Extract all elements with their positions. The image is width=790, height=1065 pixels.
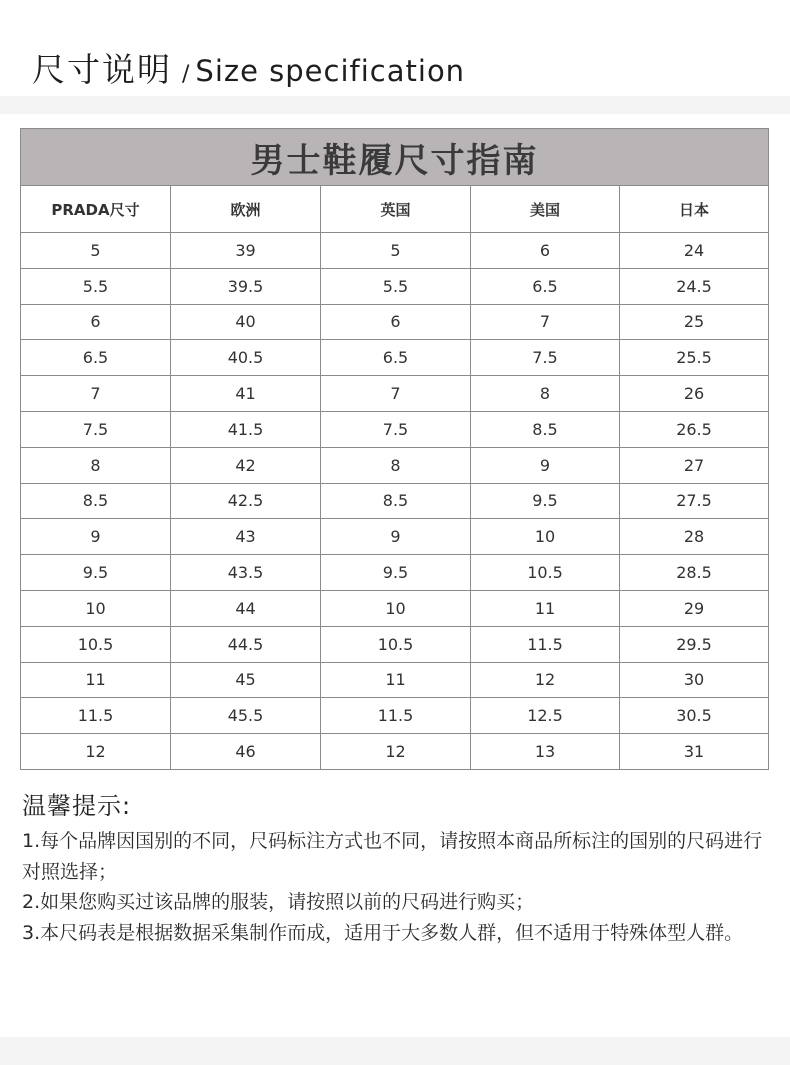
table-row bbox=[21, 483, 769, 519]
size-cell-jp: 27 bbox=[620, 447, 769, 483]
size-cell-prada: 12 bbox=[21, 734, 171, 770]
size-cell-prada: 6 bbox=[21, 304, 171, 340]
size-cell-uk: 10 bbox=[321, 590, 471, 626]
title-separator: / bbox=[182, 62, 190, 87]
footer-band bbox=[0, 1037, 790, 1065]
size-cell-jp: 28 bbox=[620, 519, 769, 555]
size-cell-eu: 45.5 bbox=[171, 698, 321, 734]
page-header bbox=[0, 0, 790, 96]
size-cell-eu: 39 bbox=[171, 233, 321, 269]
size-cell-us: 10.5 bbox=[471, 555, 620, 591]
size-cell-uk: 7 bbox=[321, 376, 471, 412]
table-row bbox=[21, 304, 769, 340]
size-cell-jp: 27.5 bbox=[620, 483, 769, 519]
table-row bbox=[21, 411, 769, 447]
size-cell-eu: 39.5 bbox=[171, 268, 321, 304]
table-row bbox=[21, 590, 769, 626]
table-row bbox=[21, 734, 769, 770]
size-cell-prada: 9 bbox=[21, 519, 171, 555]
size-cell-us: 13 bbox=[471, 734, 620, 770]
title-chinese: 尺寸说明 bbox=[32, 50, 172, 89]
size-cell-jp: 25.5 bbox=[620, 340, 769, 376]
size-cell-us: 7 bbox=[471, 304, 620, 340]
size-cell-eu: 40.5 bbox=[171, 340, 321, 376]
size-cell-jp: 26.5 bbox=[620, 411, 769, 447]
table-body bbox=[21, 233, 769, 770]
header-title bbox=[32, 44, 465, 91]
size-cell-us: 7.5 bbox=[471, 340, 620, 376]
size-cell-prada: 9.5 bbox=[21, 555, 171, 591]
table-row bbox=[21, 626, 769, 662]
size-cell-uk: 6 bbox=[321, 304, 471, 340]
title-english: Size specification bbox=[195, 54, 466, 88]
size-cell-uk: 8.5 bbox=[321, 483, 471, 519]
size-cell-uk: 10.5 bbox=[321, 626, 471, 662]
size-cell-prada: 5 bbox=[21, 233, 171, 269]
tips-title: 温馨提示: bbox=[22, 792, 132, 820]
size-cell-jp: 29 bbox=[620, 590, 769, 626]
size-cell-eu: 41.5 bbox=[171, 411, 321, 447]
size-cell-uk: 9.5 bbox=[321, 555, 471, 591]
size-cell-prada: 5.5 bbox=[21, 268, 171, 304]
table-row bbox=[21, 233, 769, 269]
size-cell-us: 8.5 bbox=[471, 411, 620, 447]
table-row bbox=[21, 519, 769, 555]
size-cell-eu: 44.5 bbox=[171, 626, 321, 662]
size-cell-uk: 6.5 bbox=[321, 340, 471, 376]
size-cell-eu: 46 bbox=[171, 734, 321, 770]
size-cell-prada: 10 bbox=[21, 590, 171, 626]
size-cell-prada: 7 bbox=[21, 376, 171, 412]
size-cell-us: 11.5 bbox=[471, 626, 620, 662]
size-cell-eu: 45 bbox=[171, 662, 321, 698]
size-cell-prada: 11 bbox=[21, 662, 171, 698]
column-header-us: 美国 bbox=[471, 186, 620, 233]
table-row bbox=[21, 555, 769, 591]
size-cell-jp: 30.5 bbox=[620, 698, 769, 734]
size-cell-jp: 31 bbox=[620, 734, 769, 770]
table-banner-row bbox=[21, 129, 769, 186]
table-row bbox=[21, 698, 769, 734]
size-cell-uk: 5 bbox=[321, 233, 471, 269]
table-row bbox=[21, 268, 769, 304]
size-cell-uk: 11.5 bbox=[321, 698, 471, 734]
table-header-row bbox=[21, 186, 769, 233]
size-cell-us: 10 bbox=[471, 519, 620, 555]
size-cell-prada: 8 bbox=[21, 447, 171, 483]
size-cell-us: 6.5 bbox=[471, 268, 620, 304]
header-divider-band bbox=[0, 96, 790, 114]
tips-list bbox=[22, 826, 774, 948]
table-row bbox=[21, 376, 769, 412]
size-cell-prada: 11.5 bbox=[21, 698, 171, 734]
size-cell-jp: 25 bbox=[620, 304, 769, 340]
size-cell-uk: 7.5 bbox=[321, 411, 471, 447]
size-cell-jp: 28.5 bbox=[620, 555, 769, 591]
table-row bbox=[21, 340, 769, 376]
size-cell-us: 12 bbox=[471, 662, 620, 698]
size-cell-jp: 29.5 bbox=[620, 626, 769, 662]
size-cell-eu: 42 bbox=[171, 447, 321, 483]
column-header-uk: 英国 bbox=[321, 186, 471, 233]
size-cell-uk: 8 bbox=[321, 447, 471, 483]
size-cell-prada: 10.5 bbox=[21, 626, 171, 662]
tip-line: 1.每个品牌因国别的不同，尺码标注方式也不同，请按照本商品所标注的国别的尺码进行对照选择； bbox=[22, 830, 763, 883]
size-cell-jp: 24.5 bbox=[620, 268, 769, 304]
tip-line: 2.如果您购买过该品牌的服装，请按照以前的尺码进行购买； bbox=[22, 891, 535, 913]
size-cell-us: 11 bbox=[471, 590, 620, 626]
table-row bbox=[21, 662, 769, 698]
size-chart-table bbox=[20, 128, 769, 770]
size-cell-us: 8 bbox=[471, 376, 620, 412]
size-cell-prada: 8.5 bbox=[21, 483, 171, 519]
tip-line: 3.本尺码表是根据数据采集制作而成，适用于大多数人群，但不适用于特殊体型人群。 bbox=[22, 921, 744, 944]
size-cell-uk: 9 bbox=[321, 519, 471, 555]
table-banner: 男士鞋履尺寸指南 bbox=[21, 129, 769, 186]
size-cell-us: 9 bbox=[471, 447, 620, 483]
size-cell-uk: 12 bbox=[321, 734, 471, 770]
column-header-prada: PRADA尺寸 bbox=[21, 186, 171, 233]
size-cell-prada: 7.5 bbox=[21, 411, 171, 447]
size-cell-jp: 30 bbox=[620, 662, 769, 698]
size-cell-jp: 24 bbox=[620, 233, 769, 269]
size-cell-eu: 40 bbox=[171, 304, 321, 340]
size-cell-eu: 43.5 bbox=[171, 555, 321, 591]
size-cell-us: 12.5 bbox=[471, 698, 620, 734]
size-cell-jp: 26 bbox=[620, 376, 769, 412]
table-row bbox=[21, 447, 769, 483]
size-cell-us: 9.5 bbox=[471, 483, 620, 519]
size-cell-prada: 6.5 bbox=[21, 340, 171, 376]
size-cell-uk: 5.5 bbox=[321, 268, 471, 304]
column-header-jp: 日本 bbox=[620, 186, 769, 233]
size-cell-us: 6 bbox=[471, 233, 620, 269]
size-cell-eu: 42.5 bbox=[171, 483, 321, 519]
column-header-eu: 欧洲 bbox=[171, 186, 321, 233]
size-cell-eu: 44 bbox=[171, 590, 321, 626]
size-cell-eu: 41 bbox=[171, 376, 321, 412]
size-cell-uk: 11 bbox=[321, 662, 471, 698]
size-cell-eu: 43 bbox=[171, 519, 321, 555]
